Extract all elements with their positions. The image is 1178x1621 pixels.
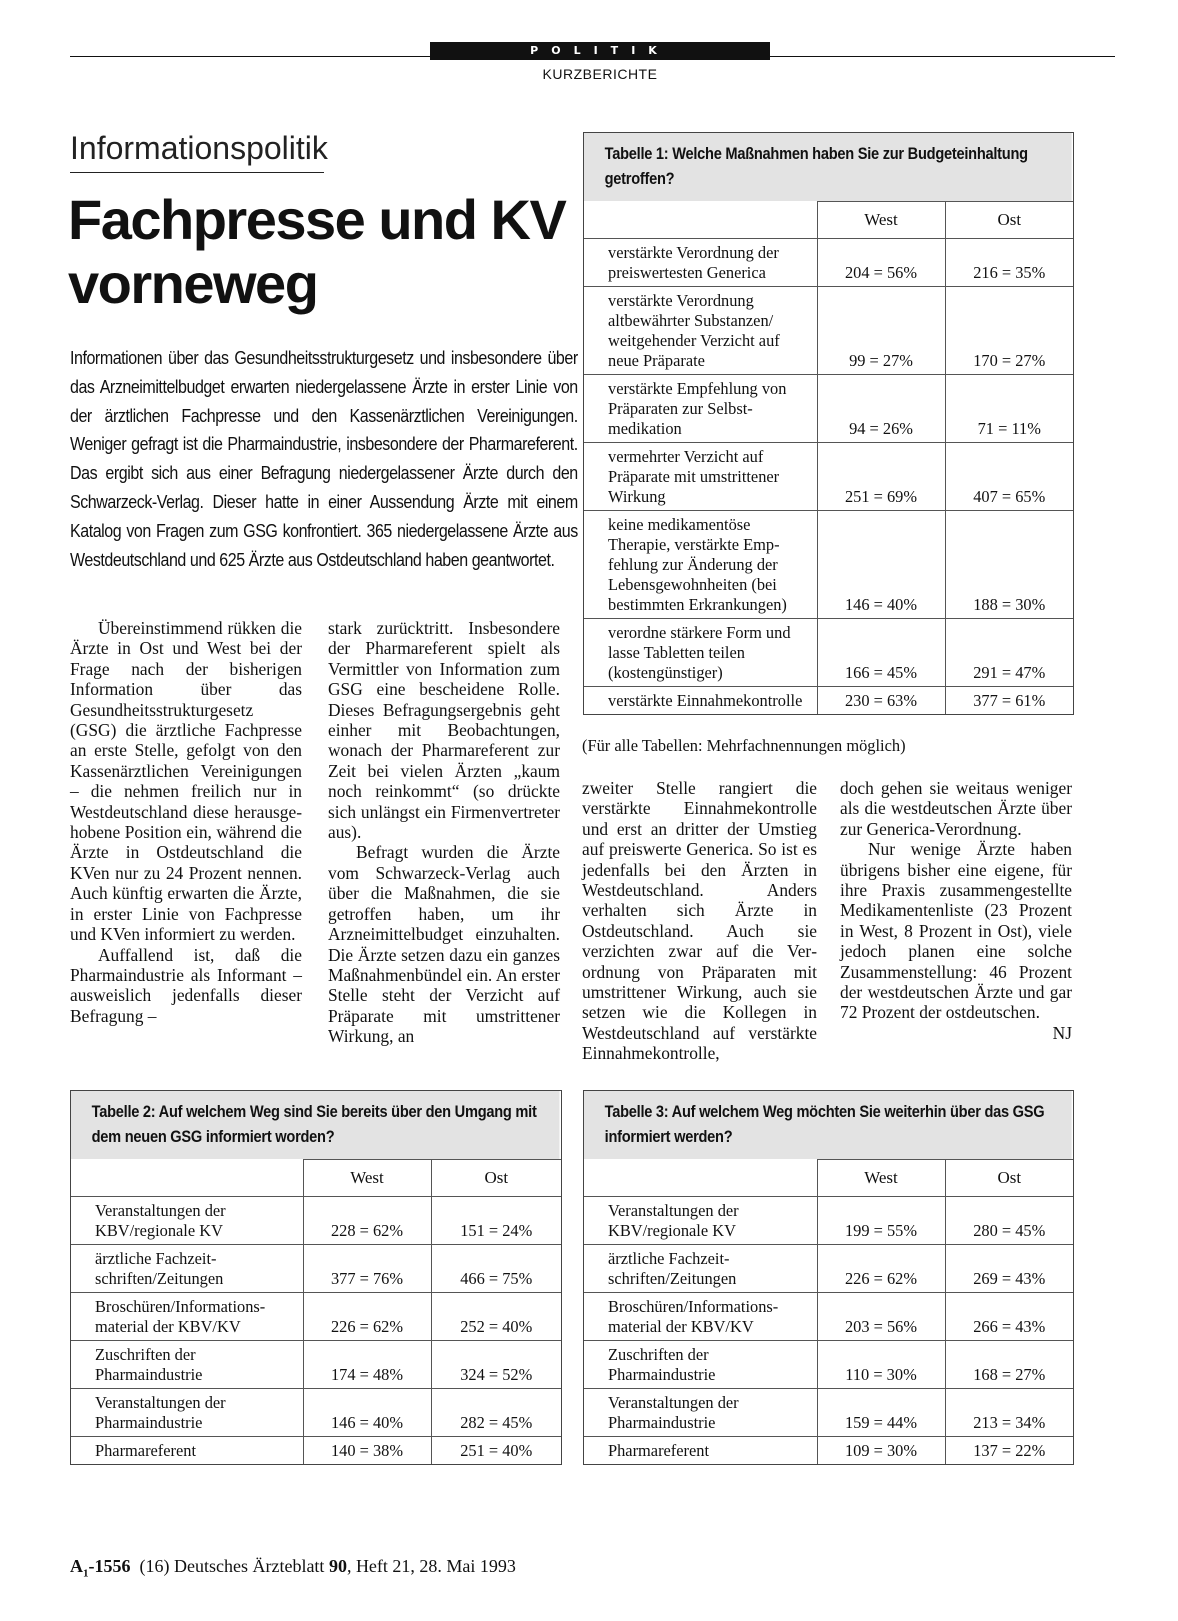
west-value: 203 = 56% (817, 1293, 945, 1341)
header-blank (584, 202, 817, 239)
table-row (71, 1389, 561, 1437)
table-3 (583, 1090, 1074, 1465)
paragraph: Übereinstimmend rükken die Ärzte in Ost und West bei der Frage nach der bisherigen Information über das Gesundheitsstrukturgesetz (GSG) die ärztliche Fachpresse an erste Stelle, gefolgt von den Kassenärztlichen Vereinigungen – die nehmen freilich nur in Westdeutschland diese herausgehobene Position ein, während die Ärzte in Ostdeutschland die KVen nur zu 24 Prozent nennen. Auch künftig erwarten die Ärzte, in erster Linie von Fachpresse und KVen informiert zu werden. (70, 618, 302, 945)
volume-number: 90 (328, 1556, 347, 1576)
issue-prefix: (16) Deutsches Ärzteblatt (139, 1556, 325, 1576)
header-rule-left (70, 56, 430, 57)
column-header-ost: Ost (431, 1160, 561, 1197)
table-row (584, 1437, 1073, 1465)
row-label: ärztliche Fachzeitschriften/Zeitungen (584, 1245, 817, 1293)
subsection-label: KURZBERICHTE (542, 66, 658, 82)
row-label: Veranstaltungen der Pharmaindustrie (71, 1389, 303, 1437)
table-row (584, 443, 1073, 511)
table-row (71, 1197, 561, 1245)
row-label: Broschüren/Informationsmaterial der KBV/KV (584, 1293, 817, 1341)
ost-value: 216 = 35% (945, 239, 1073, 287)
paragraph: doch gehen sie weitaus weniger als die westdeutschen Ärzte über zur Generica-Verordnung. (840, 778, 1072, 839)
ost-value: 269 = 43% (945, 1245, 1073, 1293)
table-1 (583, 132, 1074, 715)
row-label: ärztliche Fachzeitschriften/Zeitungen (71, 1245, 303, 1293)
row-label: Veranstaltungen der KBV/regionale KV (584, 1197, 817, 1245)
west-value: 109 = 30% (817, 1437, 945, 1465)
table-row (71, 1293, 561, 1341)
table-row (584, 1293, 1073, 1341)
ost-value: 280 = 45% (945, 1197, 1073, 1245)
page-code-letter: A (70, 1556, 83, 1576)
row-label: verstärkte Verordnung der preiswertesten Generica (584, 239, 817, 287)
west-value: 110 = 30% (817, 1341, 945, 1389)
paragraph-text: Nur wenige Ärzte haben übrigens bisher eine eigene, für ihre Praxis zusammengestellte Medikamentenliste (23 Prozent in West, 8 Prozent in Ost), viele jedoch planen eine solche Zusammenstellung: 46 Prozent der westdeutschen Ärzte und gar 72 Prozent der ostdeutschen. (840, 839, 1072, 1023)
ost-value: 71 = 11% (945, 375, 1073, 443)
table-row (584, 1389, 1073, 1437)
ost-value: 188 = 30% (945, 511, 1073, 619)
west-value: 174 = 48% (303, 1341, 431, 1389)
header-blank (584, 1160, 817, 1197)
west-value: 204 = 56% (817, 239, 945, 287)
article-lead: Informationen über das Gesundheitsstrukturgesetz und insbesondere über das Arzneimittelbudget erwarten niedergelassene Ärzte in erster Linie von der ärztlichen Fachpresse und den Kassenärztlichen Vereinigungen. Weniger gefragt ist die Pharmaindustrie, insbesondere der Pharmareferent. Das ergibt sich aus einer Befragung niedergelassener Ärzte durch den Schwarzeck-Verlag. Dieser hatte in einer Aussendung Ärzte mit einem Katalog von Fragen zum GSG konfrontiert. 365 niedergelassene Ärzte aus Westdeutschland und 625 Ärzte aus Ostdeutschland haben geantwortet. (70, 348, 578, 570)
row-label: verstärkte Einnahmekontrolle (584, 687, 817, 715)
header-rule-right (770, 56, 1115, 57)
row-label: verstärkte Verordnung altbewährter Substanzen/ weitgehender Verzicht auf neue Präparate (584, 287, 817, 375)
page-code-sub: 1 (83, 1567, 89, 1580)
paragraph: Auffallend ist, daß die Pharmaindustrie als Informant – ausweislich jedenfalls dieser Befragung – (70, 944, 302, 1026)
table-row (584, 619, 1073, 687)
row-label: Veranstaltungen der Pharmaindustrie (584, 1389, 817, 1437)
header-blank (71, 1160, 303, 1197)
table-2 (70, 1090, 562, 1465)
ost-value: 407 = 65% (945, 443, 1073, 511)
row-label: Broschüren/Informationsmaterial der KBV/KV (71, 1293, 303, 1341)
page-footer (70, 1556, 516, 1580)
table-row (584, 511, 1073, 619)
article-kicker: Informationspolitik (70, 130, 328, 166)
article-column-2 (328, 618, 560, 1047)
data-table (71, 1159, 561, 1464)
ost-value: 213 = 34% (945, 1389, 1073, 1437)
ost-value: 168 = 27% (945, 1341, 1073, 1389)
data-table (584, 1159, 1073, 1464)
table-title: Tabelle 1: Welche Maßnahmen haben Sie zur Budgeteinhaltung getroffen? (584, 133, 1072, 201)
article-column-1 (70, 618, 302, 1026)
column-header-ost: Ost (945, 1160, 1073, 1197)
west-value: 230 = 63% (817, 687, 945, 715)
row-label: verstärkte Empfehlung von Präparaten zur Selbstmedikation (584, 375, 817, 443)
table-row (584, 1197, 1073, 1245)
row-label: Zuschriften der Pharmaindustrie (71, 1341, 303, 1389)
row-label: Zuschriften der Pharmaindustrie (584, 1341, 817, 1389)
ost-value: 252 = 40% (431, 1293, 561, 1341)
ost-value: 282 = 45% (431, 1389, 561, 1437)
data-table (584, 201, 1073, 714)
table-footnote: (Für alle Tabellen: Mehrfachnennungen möglich) (582, 736, 906, 755)
ost-value: 170 = 27% (945, 287, 1073, 375)
row-label: keine medikamentöse Therapie, verstärkte Empfehlung zur Änderung der Lebensgewohnheiten (bei bestimmten Erkrankungen) (584, 511, 817, 619)
table-row (584, 375, 1073, 443)
west-value: 228 = 62% (303, 1197, 431, 1245)
section-label: POLITIK (430, 42, 770, 60)
ost-value: 324 = 52% (431, 1341, 561, 1389)
table-row (584, 239, 1073, 287)
ost-value: 377 = 61% (945, 687, 1073, 715)
table-title: Tabelle 2: Auf welchem Weg sind Sie bereits über den Umgang mit dem neuen GSG informiert worden? (71, 1091, 560, 1159)
west-value: 199 = 55% (817, 1197, 945, 1245)
ost-value: 466 = 75% (431, 1245, 561, 1293)
table-row (71, 1437, 561, 1465)
ost-value: 291 = 47% (945, 619, 1073, 687)
table-row (584, 687, 1073, 715)
west-value: 251 = 69% (817, 443, 945, 511)
page-number: -1556 (88, 1556, 131, 1576)
column-header-west: West (303, 1160, 431, 1197)
row-label: Pharmareferent (71, 1437, 303, 1465)
row-label: vermehrter Verzicht auf Präparate mit umstrittener Wirkung (584, 443, 817, 511)
column-header-west: West (817, 1160, 945, 1197)
west-value: 226 = 62% (303, 1293, 431, 1341)
table-title: Tabelle 3: Auf welchem Weg möchten Sie weiterhin über das GSG informiert werden? (584, 1091, 1072, 1159)
article-headline: Fachpresse und KV vorneweg (68, 188, 566, 315)
table-row (584, 1245, 1073, 1293)
west-value: 226 = 62% (817, 1245, 945, 1293)
ost-value: 151 = 24% (431, 1197, 561, 1245)
west-value: 146 = 40% (303, 1389, 431, 1437)
ost-value: 251 = 40% (431, 1437, 561, 1465)
article-column-4 (840, 778, 1072, 1043)
author-signature: NJ (1052, 1022, 1072, 1043)
row-label: Pharmareferent (584, 1437, 817, 1465)
kicker-underline (70, 172, 324, 173)
west-value: 146 = 40% (817, 511, 945, 619)
table-row (71, 1245, 561, 1293)
paragraph (840, 839, 1072, 1043)
west-value: 159 = 44% (817, 1389, 945, 1437)
west-value: 166 = 45% (817, 619, 945, 687)
page-code (70, 1556, 131, 1580)
paragraph: zweiter Stelle rangiert die verstärkte Einnahmekontrolle und erst an dritter der Umstieg auf preiswerte Generica. So ist es jedenfalls bei den Ärzten in Westdeutschland. Anders verhalten sich Ärzte in Ostdeutschland. Auch sie verzichten zwar auf die Verordnung von Präparaten mit umstrittener Wirkung, auch sie setzen wie die Kollegen in Westdeutschland auf verstärkte Einnahmekontrolle, (582, 778, 817, 1064)
article-column-3 (582, 778, 817, 1064)
west-value: 140 = 38% (303, 1437, 431, 1465)
paragraph: Befragt wurden die Ärzte vom Schwarzeck-Verlag auch über die Maßnahmen, die sie getroffen haben, um ihr Arzneimittelbudget einzuhalten. Die Ärzte setzen dazu ein ganzes Maßnahmenbündel ein. An erster Stelle steht der Verzicht auf Präparate mit umstrittener Wirkung, an (328, 842, 560, 1047)
west-value: 377 = 76% (303, 1245, 431, 1293)
row-label: Veranstaltungen der KBV/regionale KV (71, 1197, 303, 1245)
row-label: verordne stärkere Form und lasse Tabletten teilen (kostengünstiger) (584, 619, 817, 687)
column-header-ost: Ost (945, 202, 1073, 239)
paragraph: stark zurücktritt. Insbesondere der Pharmareferent spielt als Vermittler von Information zum GSG eine bescheidene Rolle. Dieses Befragungsergebnis geht einher mit Beobachtungen, wonach der Pharmareferent zur Zeit bei vielen Ärzten „kaum noch reinkommt“ (so drückte sich unlängst ein Firmenvertreter aus). (328, 618, 560, 843)
table-row (71, 1341, 561, 1389)
column-header-west: West (817, 202, 945, 239)
table-row (584, 287, 1073, 375)
ost-value: 266 = 43% (945, 1293, 1073, 1341)
issue-suffix: , Heft 21, 28. Mai 1993 (346, 1556, 516, 1576)
ost-value: 137 = 22% (945, 1437, 1073, 1465)
table-row (584, 1341, 1073, 1389)
west-value: 99 = 27% (817, 287, 945, 375)
west-value: 94 = 26% (817, 375, 945, 443)
